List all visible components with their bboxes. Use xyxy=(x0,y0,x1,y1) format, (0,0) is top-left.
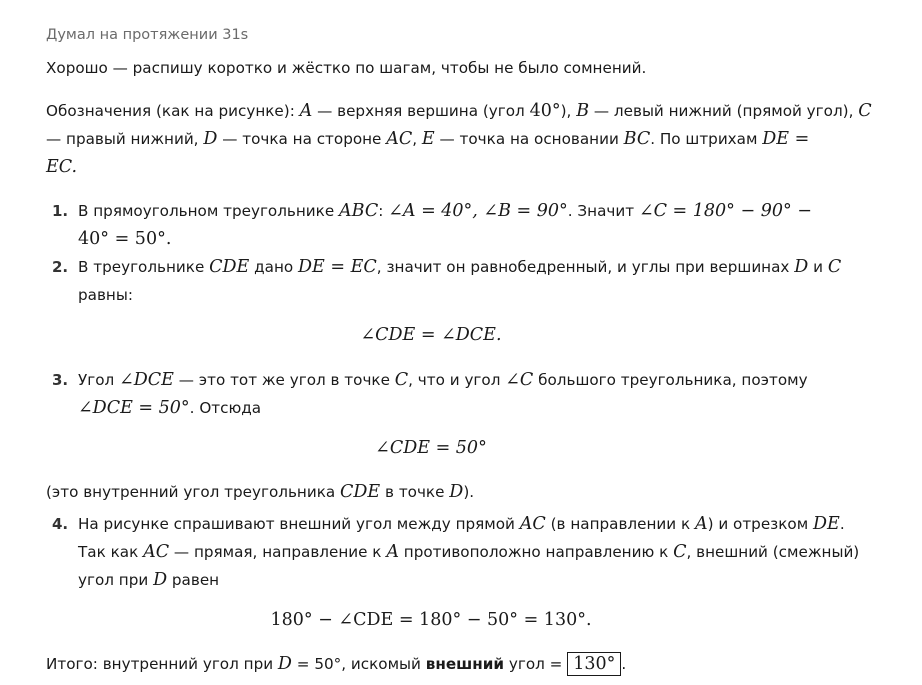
text: В треугольнике xyxy=(78,258,210,276)
final-answer-line xyxy=(46,650,626,678)
math-D: D xyxy=(153,570,168,590)
text: — точка на стороне xyxy=(217,130,387,148)
text: в точке xyxy=(380,483,450,501)
math-DE-EC: DE = EC xyxy=(298,257,377,277)
step-2-line-1 xyxy=(78,253,841,281)
math-AC: AC xyxy=(386,129,413,149)
bold-text: внешний xyxy=(425,655,505,673)
math-A: A xyxy=(299,101,313,121)
text: ), xyxy=(560,102,577,120)
text: — левый нижний (прямой угол), xyxy=(589,102,859,120)
math-D: D xyxy=(449,482,464,502)
step-4-line-3 xyxy=(78,566,219,594)
math-EC: EC. xyxy=(46,157,78,177)
text: На рисунке спрашивают внешний угол между прямой xyxy=(78,515,520,533)
text: — правый нижний, xyxy=(46,130,204,148)
text: Так как xyxy=(78,543,144,561)
step-number: 2. xyxy=(52,258,69,276)
math-angles: ∠A = 40°, ∠B = 90° xyxy=(388,201,568,221)
step-number: 1. xyxy=(52,202,69,220)
step-3-line-2 xyxy=(78,394,261,422)
text: ) и отрезком xyxy=(707,515,813,533)
text: Угол xyxy=(78,371,120,389)
text: . По штрихам xyxy=(650,130,763,148)
text: Итого: внутренний угол при xyxy=(46,655,278,673)
text: равен xyxy=(167,571,220,589)
text: большого треугольника, поэтому xyxy=(533,371,808,389)
step-3-note xyxy=(46,478,474,506)
step-number: 4. xyxy=(52,515,69,533)
math-CDE: CDE xyxy=(209,257,250,277)
math-result: 40° = 50°. xyxy=(78,229,172,249)
step-number: 3. xyxy=(52,371,69,389)
math-B: B xyxy=(576,101,590,121)
text: угол при xyxy=(78,571,154,589)
text: . Отсюда xyxy=(189,399,262,417)
math-C: C xyxy=(858,101,872,121)
text: — точка на основании xyxy=(434,130,624,148)
math-D: D xyxy=(203,129,218,149)
thought-duration-toggle[interactable]: Думал на протяжении 31s xyxy=(46,27,249,43)
math-angle-C: ∠C xyxy=(505,370,534,390)
step-3-line-1 xyxy=(78,366,808,394)
boxed-answer: 130° xyxy=(567,652,621,676)
step-1-line-1 xyxy=(78,197,812,225)
text: противоположно направлению к xyxy=(398,543,674,561)
display-equation: 180° − ∠CDE = 180° − 50° = 130°. xyxy=(270,610,592,630)
math-A: A xyxy=(386,542,399,562)
math-CDE: CDE xyxy=(340,482,381,502)
math-DE: DE xyxy=(813,514,840,534)
math-E: E xyxy=(421,129,435,149)
text: , внешний (смежный) xyxy=(686,543,860,561)
math-ABC: ABC xyxy=(339,201,379,221)
text: , значит он равнобедренный, и углы при вершинах xyxy=(376,258,795,276)
text: — это тот же угол в точке xyxy=(173,371,395,389)
notation-line-3 xyxy=(46,153,77,181)
math-A: A xyxy=(694,514,708,534)
display-equation: ∠CDE = 50° xyxy=(375,438,487,458)
math-AC: AC xyxy=(519,514,546,534)
step-4-line-2 xyxy=(78,538,859,566)
intro-text: Хорошо — распишу коротко и жёстко по шагам, чтобы не было сомнений. xyxy=(46,59,647,77)
math-C: C xyxy=(394,370,409,390)
text: , xyxy=(412,130,422,148)
text: . xyxy=(839,515,845,533)
step-4-line-1 xyxy=(78,510,845,538)
text: . Значит xyxy=(567,202,639,220)
math-BC: BC xyxy=(623,129,651,149)
math-C: C xyxy=(673,542,687,562)
step-2-line-2: равны: xyxy=(78,286,133,304)
text: : xyxy=(378,202,389,220)
math-DE-eq: DE = xyxy=(762,129,810,149)
display-equation: ∠CDE = ∠DCE. xyxy=(360,325,502,345)
text: . xyxy=(621,655,627,673)
text: = 50°, искомый xyxy=(291,655,426,673)
math-C: C xyxy=(827,257,842,277)
text: (в направлении к xyxy=(545,515,695,533)
text: дано xyxy=(249,258,299,276)
text: угол = xyxy=(504,655,568,673)
math-D: D xyxy=(277,654,292,674)
math-AC: AC xyxy=(143,542,170,562)
notation-line-1 xyxy=(46,97,872,125)
text: В прямоугольном треугольнике xyxy=(78,202,340,220)
text: и xyxy=(808,258,828,276)
math-angle-c: ∠C = 180° − 90° − xyxy=(638,201,812,221)
text: — верхняя вершина (угол xyxy=(312,102,530,120)
text: — прямая, направление к xyxy=(169,543,387,561)
math-D: D xyxy=(794,257,809,277)
text: (это внутренний угол треугольника xyxy=(46,483,341,501)
text: , что и угол xyxy=(408,371,506,389)
math-angle-DCE: ∠DCE xyxy=(119,370,174,390)
notation-line-2 xyxy=(46,125,809,153)
text: Обозначения (как на рисунке): xyxy=(46,102,300,120)
math-angle-DCE-50: ∠DCE = 50° xyxy=(78,398,190,418)
math-angle-40: 40° xyxy=(529,101,561,121)
step-1-line-2 xyxy=(78,225,171,253)
text: ). xyxy=(463,483,475,501)
